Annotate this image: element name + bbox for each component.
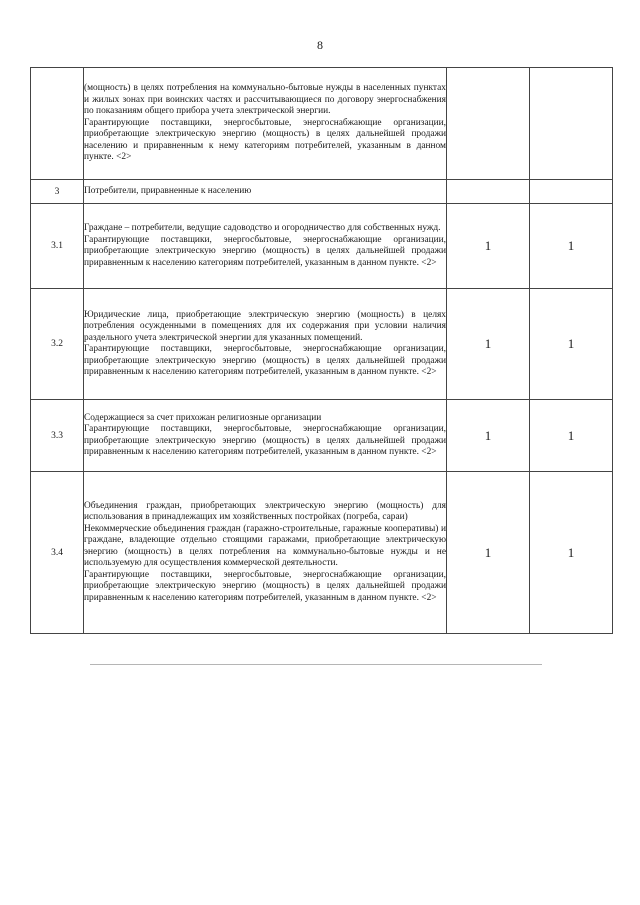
table-row-3-4 (31, 472, 613, 634)
value-cell-2 (530, 68, 613, 180)
tariff-table (30, 67, 613, 634)
description-paragraph: (мощность) в целях потребления на коммунально-бытовые нужды в населенных пунктах и жилых зонах при воинских частях и рассчитывающиеся по договору энергоснабжения по показаниям общего прибора учета электрической энергии. (84, 83, 446, 117)
description-paragraph: Некоммерческие объединения граждан (гаражно-строительные, гаражные кооперативы) и граждане, владеющие отдельно стоящими гаражами, приобретающие электрическую энергию (мощность) в целях потребления на коммунально-бытовые нужды и не используемую для осуществления коммерческой деятельности. (84, 523, 446, 569)
description-paragraph: Потребители, приравненные к населению (84, 185, 252, 196)
row-number: 3.3 (31, 400, 84, 472)
table-row-continuation (31, 68, 613, 180)
description-paragraph: Гарантирующие поставщики, энергосбытовые, энергоснабжающие организации, приобретающие электрическую энергию (мощность) в целях дальнейшей продажи приравненным к населению категориям потребителей, указанным в данном пункте. <2> (84, 344, 446, 377)
table-row-3 (31, 180, 613, 204)
value-cell-1: 1 (447, 204, 530, 289)
page-number: 8 (317, 38, 323, 52)
row-description (84, 204, 447, 289)
description-paragraph: Граждане – потребители, ведущие садоводство и огородничество для собственных нужд. (84, 223, 441, 233)
description-paragraph: Гарантирующие поставщики, энергосбытовые, энергоснабжающие организации, приобретающие электрическую энергию (мощность) в целях дальнейшей продажи приравненным к населению категориям потребителей, указанным в данном пункте. <2> (84, 569, 446, 603)
value-cell-2: 1 (530, 472, 613, 634)
description-paragraph: Гарантирующие поставщики, энергосбытовые, энергоснабжающие организации, приобретающие электрическую энергию (мощность) в целях дальнейшей продажи приравненным к населению категориям потребителей, указанным в данном пункте. <2> (84, 234, 446, 268)
row-number (31, 68, 84, 180)
row-number: 3.2 (31, 289, 84, 400)
row-description (84, 68, 447, 180)
row-description (84, 400, 447, 472)
value-cell-1 (447, 180, 530, 204)
description-paragraph: Содержащиеся за счет прихожан религиозные организации (84, 412, 322, 423)
footnote-divider (90, 664, 542, 665)
description-paragraph: Гарантирующие поставщики, энергосбытовые, энергоснабжающие организации, приобретающие электрическую энергию (мощность) в целях дальнейшей продажи приравненным к населению категориям потребителей, указанным в данном пункте. <2> (84, 424, 446, 457)
table-row-3-1 (31, 204, 613, 289)
table-row-3-2 (31, 289, 613, 400)
description-paragraph: Гарантирующие поставщики, энергосбытовые, энергоснабжающие организации, приобретающие электрическую энергию (мощность) в целях дальнейшей продажи населению и приравненным к нему категориям потребителей, указанным в данном пункте. <2> (84, 117, 446, 163)
description-paragraph: Юридические лица, приобретающие электрическую энергию (мощность) в целях потребления осужденными в помещениях для их содержания при условии наличия раздельного учета электрической энергии для указанных помещений. (84, 309, 446, 343)
row-number: 3.4 (31, 472, 84, 634)
table-row-3-3 (31, 400, 613, 472)
value-cell-2: 1 (530, 204, 613, 289)
value-cell-1: 1 (447, 472, 530, 634)
value-cell-1: 1 (447, 400, 530, 472)
row-description (84, 472, 447, 634)
value-cell-1: 1 (447, 289, 530, 400)
row-description (84, 180, 447, 204)
value-cell-2 (530, 180, 613, 204)
row-description (84, 289, 447, 400)
value-cell-2: 1 (530, 400, 613, 472)
row-number: 3.1 (31, 204, 84, 289)
description-paragraph: Объединения граждан, приобретающих электрическую энергию (мощность) для использования в принадлежащих им хозяйственных постройках (погреба, сараи) (84, 500, 446, 523)
row-number: 3 (31, 180, 84, 204)
value-cell-1 (447, 68, 530, 180)
value-cell-2: 1 (530, 289, 613, 400)
